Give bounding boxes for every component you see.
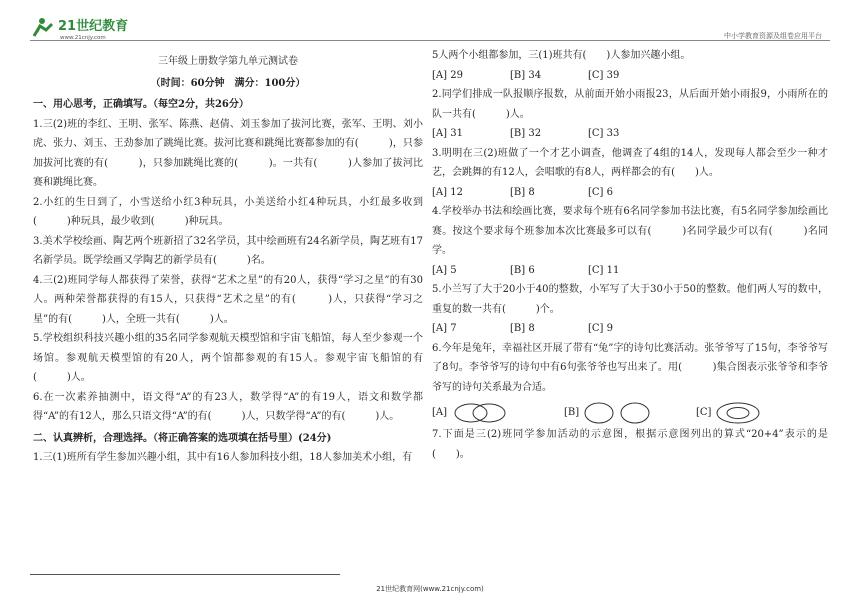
separate-ellipses-icon [583, 401, 653, 425]
option-c: [C] 9 [588, 323, 613, 334]
option-a: [A] 12 [432, 186, 463, 198]
s2-question-5: 5.小兰写了大于20小于40的整数，小军写了大于30小于50的整数。他们两人写的数中，重复的数一共有( )个。 [432, 284, 828, 315]
s2-q2-options [432, 124, 828, 144]
footer-divider [30, 574, 340, 575]
s1-question-3: 3.美术学校绘画、陶艺两个班新招了32名学员，其中绘画班有24名新学员，陶艺班有17名新学员。既学绘画又学陶艺的新学员有( )名。 [33, 235, 423, 266]
s1-question-5: 5.学校组织科技兴趣小组的35名同学参观航天模型馆和宇宙飞船馆，每人至少参观一个场馆。参观航天模型馆的有20人，两个馆都参观的有15人。参观宇宙飞船馆的有( )人。 [33, 333, 423, 383]
nested-ellipses-icon [715, 401, 761, 425]
option-a-label: [A] [432, 407, 448, 419]
s2-question-7: 7.下面是三(2)班同学参加活动的示意图，根据示意图列出的算式“20+4”表示的是( )。 [432, 429, 828, 460]
option-a: [A] 29 [432, 69, 463, 81]
header-divider [30, 40, 830, 41]
s2-question-3: 3.明明在三(2)班做了一个才艺小调查，他调查了4组的14人，发现每人都会至少一种才艺，会跳舞的有12人，会唱歌的有8人，两样都会的有( )人。 [432, 147, 828, 178]
option-a: [A] 7 [432, 323, 457, 334]
footer-text: 21世纪教育网(www.21cnjy.com) [376, 585, 484, 593]
s2-q4-options [432, 261, 828, 281]
section1-heading: 一、用心思考，正确填写。（每空2分，共26分） [33, 99, 249, 110]
option-b: [B] 8 [510, 323, 535, 334]
s1-question-2: 2.小红的生日到了，小雪送给小红3种玩具，小美送给小红4种玩具，小红最多收到( )种玩具，最少收到( )种玩具。 [33, 196, 423, 227]
exam-subtitle: （时间：60分钟 满分：100分） [150, 77, 306, 89]
option-a: [A] 5 [432, 264, 457, 276]
option-c: [C] 6 [588, 186, 613, 198]
right-column [432, 46, 828, 464]
left-column [33, 46, 423, 468]
s1-question-6: 6.在一次素养抽测中，语文得“A”的有23人，数学得“A”的有19人，语文和数学都得“A”的有12人，那么只语文得“A”的有( )人，只数学得“A”的有( )人。 [33, 391, 423, 422]
option-c: [C] 39 [588, 69, 620, 81]
venn-option-c [696, 401, 828, 425]
exam-title: 三年级上册数学第九单元测试卷 [158, 56, 298, 67]
s2-q6-options [432, 401, 828, 425]
s1-question-4: 4.三(2)班同学每人都获得了荣誉，获得“艺术之星”的有20人，获得“学习之星”的有30人。两种荣誉都获得的有15人，只获得“艺术之星”的有( )人，只获得“学习之星”的有( )人，全班一共有( )人。 [33, 274, 423, 325]
s2-q5-options [432, 319, 828, 339]
header-platform-name: 中小学教育资源及组卷应用平台 [724, 32, 822, 40]
s2-question-2: 2.同学们排成一队报顺序报数，从前面开始小雨报23，从后面开始小雨报9，小雨所在的队一共有( )人。 [432, 89, 828, 120]
option-b: [B] 32 [510, 128, 542, 139]
s2-question-4: 4.学校举办书法和绘画比赛，要求每个班有6名同学参加书法比赛，有5名同学参加绘画比赛。按这个要求每个班参加本次比赛最多可以有( )名同学最少可以有( )名同学。 [432, 206, 828, 256]
option-b: [B] 6 [510, 264, 535, 276]
section2-heading: 二、认真辨析，合理选择。（将正确答案的选项填在括号里）(24分) [33, 432, 332, 444]
option-c: [C] 11 [588, 264, 620, 276]
option-b: [B] 8 [510, 186, 535, 198]
logo-subtext: www.21cnjy.com [60, 35, 106, 41]
s2-question-1-cont: 5人两个小组都参加，三(1)班共有( )人参加兴趣小组。 [432, 50, 691, 61]
venn-option-b [564, 401, 696, 425]
s2-question-6: 6.今年是兔年，幸福社区开展了带有“兔”字的诗句比赛活动。张爷爷写了15句，李爷爷写了8句。李爷爷写的诗句中有6句张爷爷也写出来了。用( )集合图表示张爷爷和李爷爷写的诗句关系最为合适。 [432, 342, 828, 393]
option-b: [B] 34 [510, 69, 542, 81]
option-a: [A] 31 [432, 128, 463, 139]
site-logo [30, 12, 140, 42]
option-c: [C] 33 [588, 128, 620, 139]
overlapping-ellipses-icon [451, 402, 511, 424]
s2-question-1: 1.三(1)班所有学生参加兴趣小组，其中有16人参加科技小组，18人参加美术小组，有 [33, 452, 413, 463]
logo-runner-icon [30, 12, 140, 42]
s2-q1-options [432, 66, 828, 86]
option-b-label: [B] [564, 407, 580, 419]
logo-text: 21世纪教育 [58, 19, 129, 34]
s2-q3-options [432, 183, 828, 203]
s1-question-1: 1.三(2)班的李红、王明、张军、陈燕、赵倩、刘玉参加了拔河比赛，张军、王明、刘小虎、张力、刘玉、王劲参加了跳绳比赛。拔河比赛和跳绳比赛都参加的有( )，只参加拔河比赛的有( )，只参加跳绳比赛的( )。一共有( )人参加了拔河比赛和跳绳比赛。 [33, 118, 423, 188]
option-c-label: [C] [696, 407, 712, 419]
venn-option-a [432, 402, 564, 424]
